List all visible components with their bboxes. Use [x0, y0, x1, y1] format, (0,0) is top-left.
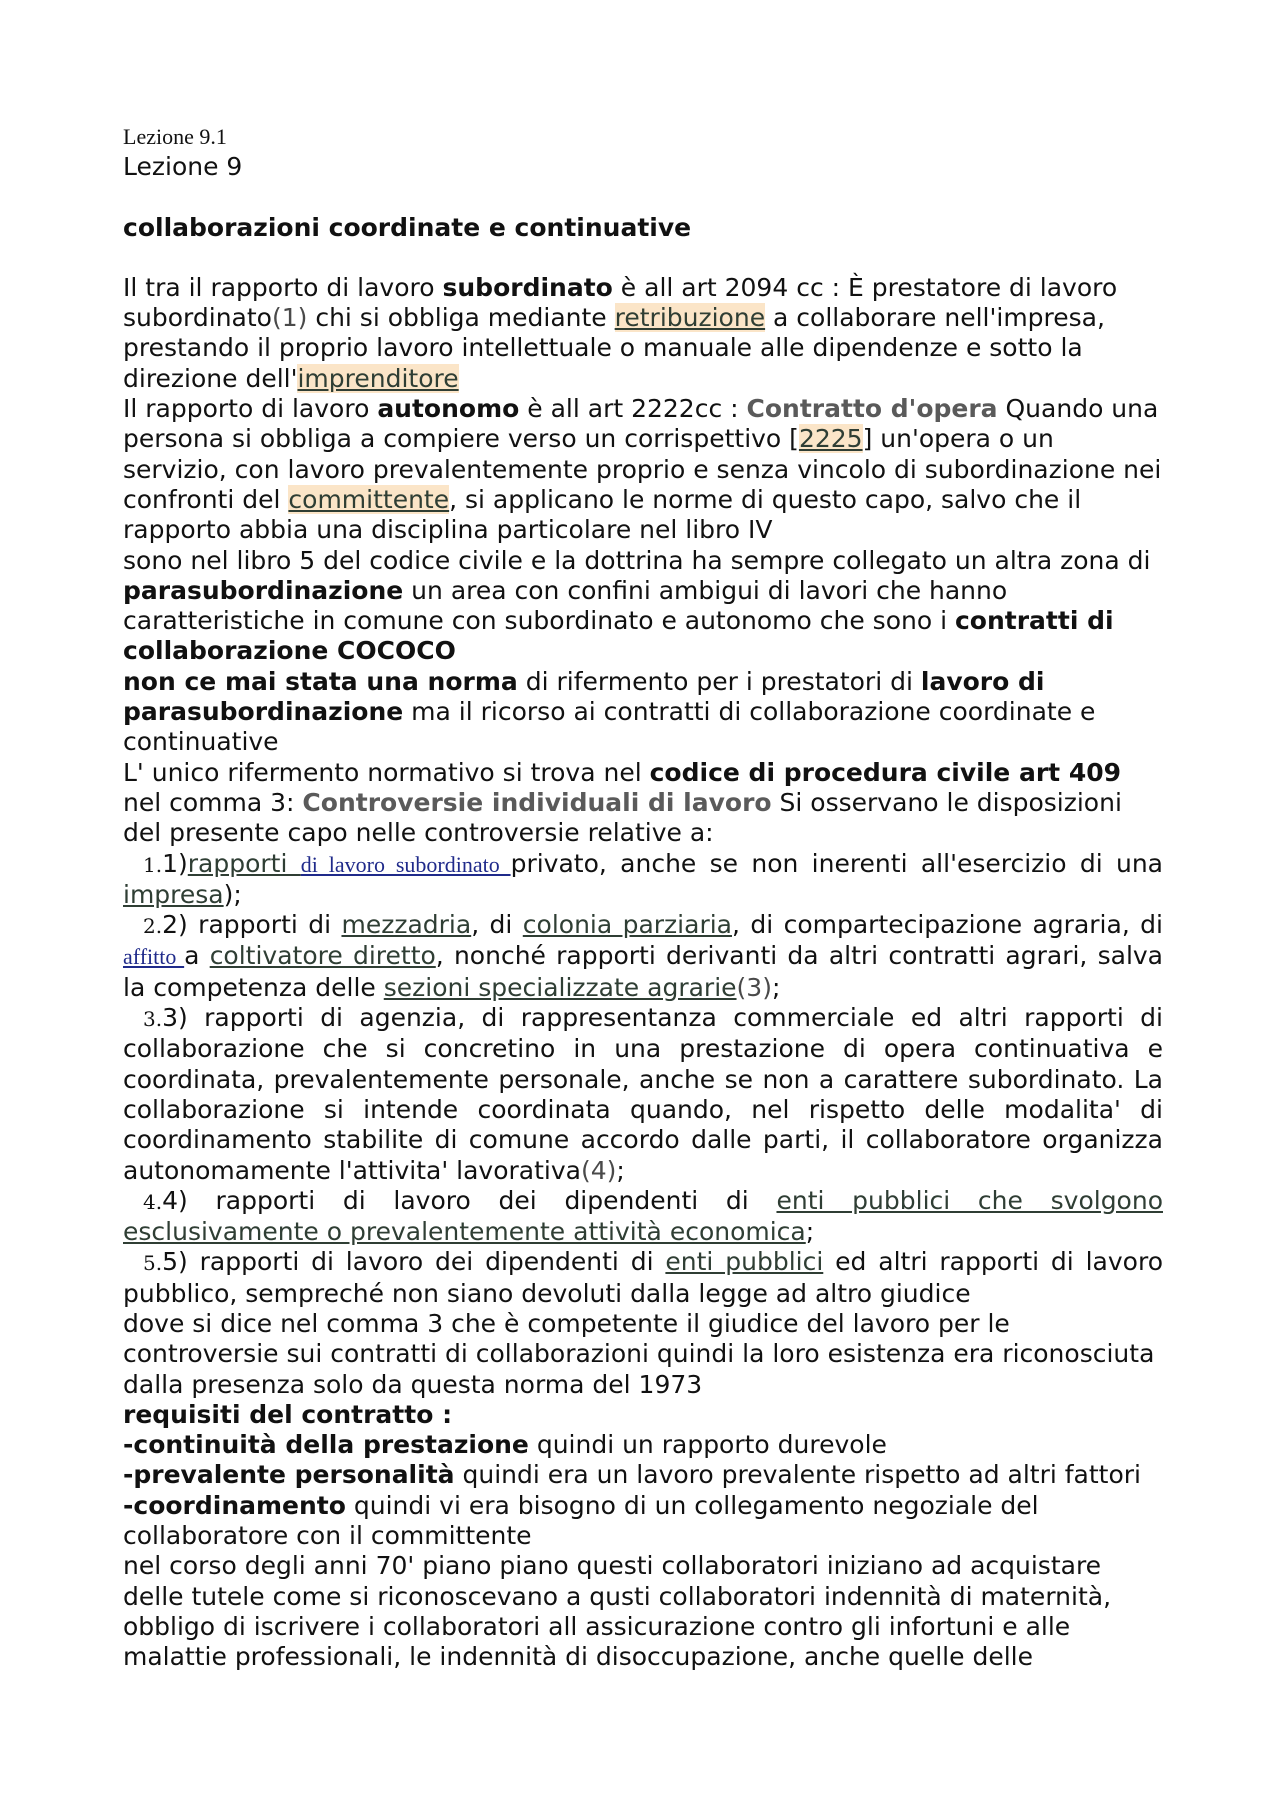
requisito-personalita: -prevalente personalità quindi era un lavoro prevalente rispetto ad altri fattori	[123, 1460, 1141, 1490]
document-page	[123, 122, 1163, 1673]
paragraph-subordinato: Il tra il rapporto di lavoro subordinato è all art 2094 cc : È prestatore di lavoro subordinato(1) chi si obbliga mediante retribuzione a collaborare nell'impresa, prestando il proprio lavoro intellettuale o manuale alle dipendenze e sotto la direzione dell'imprenditore	[123, 272, 1118, 393]
paragraph-art-409: L' unico rifermento normativo si trova nel codice di procedura civile art 409 nel comma 3: Controversie individuali di lavoro Si osservano le disposizioni del presente capo nelle controversie relative a:	[123, 757, 1122, 848]
paragraph-parasubordinazione: sono nel libro 5 del codice civile e la dottrina ha sempre collegato un altra zona di parasubordinazione un area con confini ambigui di lavori che hanno caratteristiche in comune con subordinato e autonomo che sono i contratti di collaborazione COCOCO	[123, 545, 1151, 666]
list-item: 5.5) rapporti di lavoro dei dipendenti di enti pubblici ed altri rapporti di lavoro pubblico, sempreché non siano devoluti dalla legge ad altro giudice	[123, 1247, 1163, 1308]
list-item: 3.3) rapporti di agenzia, di rappresentanza commerciale ed altri rapporti di collaborazione che si concretino in una prestazione di opera continuativa e coordinata, prevalentemente personale, anche se non a carattere subordinato. La collaborazione si intende coordinata quando, nel rispetto delle modalita' di coordinamento stabilite di comune accordo dalle parti, il collaboratore organizza autonomamente l'attivita' lavorativa(4);	[123, 1003, 1163, 1185]
list-item: 1.1)rapporti di lavoro subordinato privato, anche se non inerenti all'esercizio di una impresa);	[123, 848, 1163, 909]
link-committente[interactable]: committente	[288, 484, 450, 514]
list-item: 2.2) rapporti di mezzadria, di colonia parziaria, di compartecipazione agraria, di affitto a coltivatore diretto, nonché rapporti derivanti da altri contratti agrari, salva la competenza delle sezioni specializzate agrarie(3);	[123, 910, 1163, 1002]
link-retribuzione[interactable]: retribuzione	[614, 303, 766, 333]
requisiti-heading: requisiti del contratto :	[123, 1399, 453, 1429]
link-rapporti[interactable]: rapporti	[187, 848, 301, 878]
paragraph-anni-70: nel corso degli anni 70' piano piano questi collaboratori iniziano ad acquistare delle tutele come si riconoscevano a qusti collaboratori indennità di maternità, obbligo di iscrivere i collaboratori all assicurazione contro gli infortuni e alle malattie professionali, le indennità di disoccupazione, anche quelle delle	[123, 1551, 1112, 1672]
link-coltivatore-diretto[interactable]: coltivatore diretto	[209, 941, 436, 971]
link-mezzadria[interactable]: mezzadria	[341, 910, 472, 940]
paragraph-autonomo: Il rapporto di lavoro autonomo è all art 2222cc : Contratto d'opera Quando una persona si obbliga a compiere verso un corrispettivo [2225] un'opera o un servizio, con lavoro prevalentemente proprio e senza vincolo di subordinazione nei confronti del committente, si applicano le norme di questo capo, salvo che il rapporto abbia una disciplina particolare nel libro IV	[123, 394, 1162, 545]
paragraph-comma-3: dove si dice nel comma 3 che è competente il giudice del lavoro per le controversie sui contratti di collaborazioni quindi la loro esistenza era riconosciuta dalla presenza solo da questa norma del 1973	[123, 1308, 1155, 1399]
link-enti-pubblici[interactable]: enti pubblici	[665, 1247, 824, 1277]
list-item: 4.4) rapporti di lavoro dei dipendenti di enti pubblici che svolgono esclusivamente o prevalentemente attività economica;	[123, 1185, 1163, 1247]
link-lavoro-subordinato[interactable]: di lavoro subordinato	[300, 851, 511, 877]
link-affitto[interactable]: affitto	[123, 944, 185, 970]
requisito-continuita: -continuità della prestazione quindi un rapporto durevole	[123, 1430, 887, 1460]
paragraph-norma: non ce mai stata una norma di rifermento per i prestatori di lavoro di parasubordinazione ma il ricorso ai contratti di collaborazione coordinate e continuative	[123, 666, 1096, 757]
link-impresa[interactable]: impresa	[123, 879, 224, 909]
link-colonia-parziaria[interactable]: colonia parziaria	[522, 910, 732, 940]
lesson-label: Lezione 9	[123, 152, 243, 182]
section-title: collaborazioni coordinate e continuative	[123, 212, 692, 242]
link-enti-pubblici-economici[interactable]: enti pubblici che svolgono esclusivamente o prevalentemente attività economica	[123, 1185, 1163, 1247]
link-imprenditore[interactable]: imprenditore	[297, 363, 459, 393]
requisito-coordinamento: -coordinamento quindi vi era bisogno di un collegamento negoziale del collaboratore con il committente	[123, 1490, 1039, 1551]
link-sezioni-specializzate[interactable]: sezioni specializzate agrarie	[383, 972, 737, 1002]
link-2225[interactable]: 2225	[798, 424, 863, 454]
lesson-label-small: Lezione 9.1	[123, 124, 227, 149]
